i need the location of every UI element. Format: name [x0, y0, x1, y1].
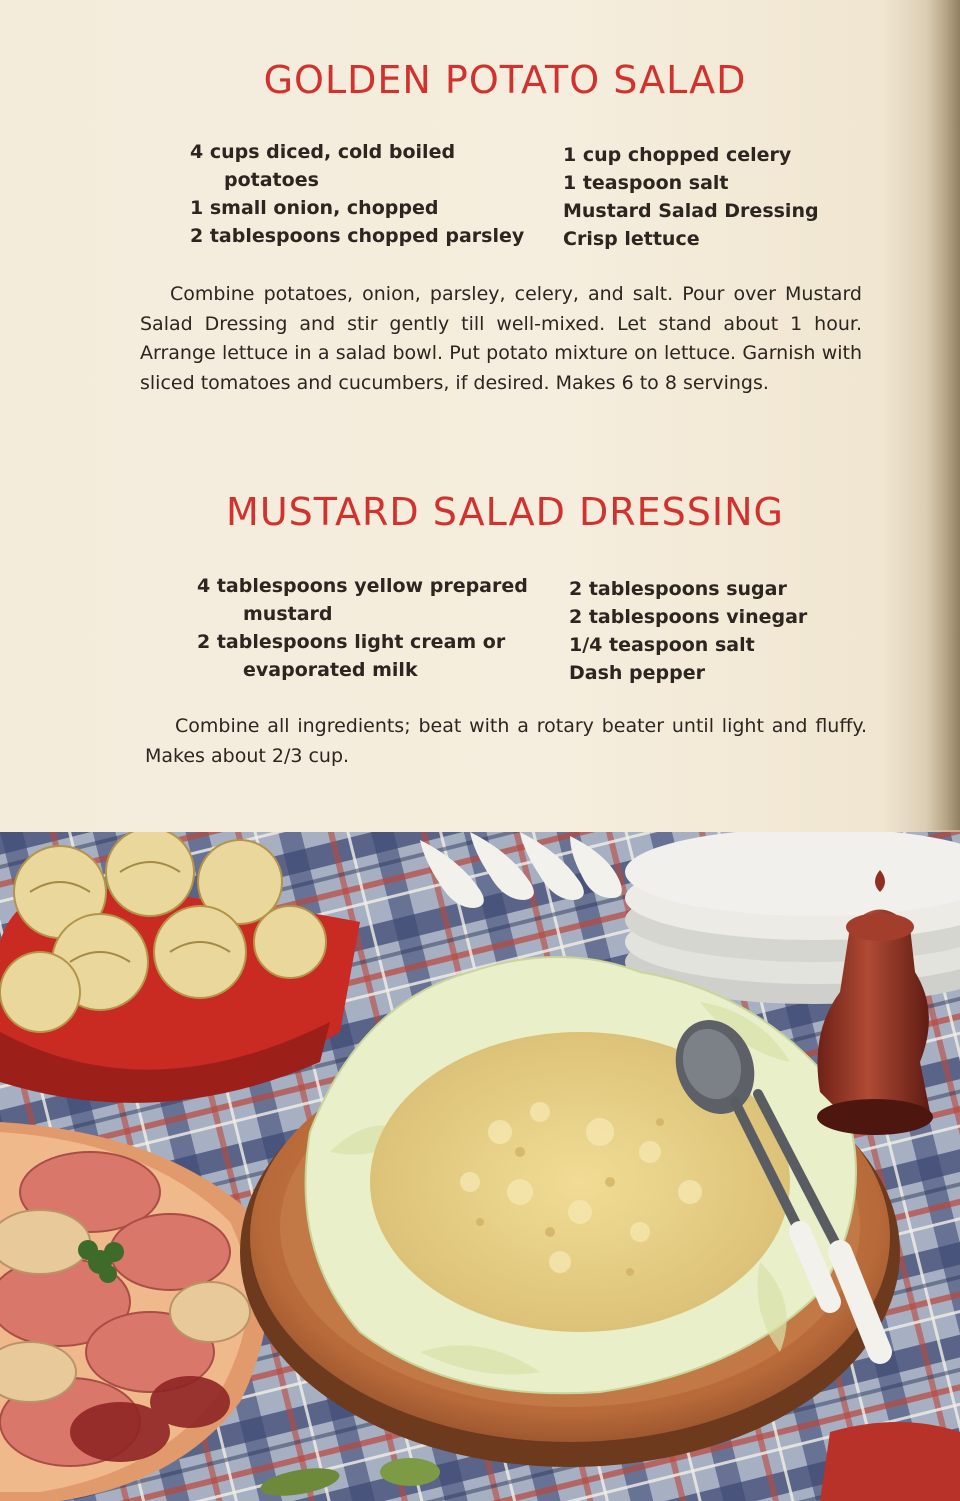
ingredient-item [197, 628, 537, 684]
ingredient-item [197, 572, 537, 628]
recipe-title-golden-potato-salad: GOLDEN POTATO SALAD [263, 58, 747, 102]
ingredient-text-continued: potatoes [224, 169, 319, 191]
ingredient-text: 1 small onion, chopped [190, 197, 439, 219]
ingredient-item [190, 138, 530, 194]
ingredient-item: 1 teaspoon salt [563, 172, 729, 194]
ingredient-item: 1/4 teaspoon salt [569, 634, 755, 656]
ingredients-right-column [569, 575, 869, 687]
ingredients-right-column [563, 141, 863, 253]
food-photo-illustration [0, 832, 960, 1501]
ingredient-item: Mustard Salad Dressing [563, 200, 819, 222]
recipe-method: Combine potatoes, onion, parsley, celery, and salt. Pour over Mustard Salad Dressing and stir gently till well-mixed. Let stand about 1 hour. Arrange lettuce in a salad bowl. Put potato mixture on lettuce. Garnish with sliced tomatoes and cucumbers, if desired. Makes 6 to 8 servings. [140, 283, 862, 394]
ingredient-text-continued: mustard [243, 603, 333, 625]
ingredient-item: 2 tablespoons sugar [569, 578, 787, 600]
ingredient-item [190, 194, 530, 222]
recipe-title-mustard-salad-dressing: MUSTARD SALAD DRESSING [226, 490, 784, 534]
ingredient-text-continued: evaporated milk [243, 659, 418, 681]
ingredient-item [190, 222, 530, 250]
ingredients-left-column [197, 572, 537, 684]
red-napkin [820, 1422, 960, 1501]
food-photo [0, 832, 960, 1501]
recipe-method: Combine all ingredients; beat with a rotary beater until light and fluffy. Makes about 2/3 cup. [145, 715, 867, 767]
ingredients-left-column [190, 138, 530, 250]
ingredient-text: 4 tablespoons yellow prepared [197, 575, 528, 597]
ingredient-item: Dash pepper [569, 662, 705, 684]
ingredient-text: 4 cups diced, cold boiled [190, 141, 456, 163]
ingredient-item: Crisp lettuce [563, 228, 700, 250]
page-binding-shadow [926, 0, 960, 830]
ingredient-item: 2 tablespoons vinegar [569, 606, 808, 628]
ingredient-text: 2 tablespoons light cream or [197, 631, 506, 653]
ingredient-text: 2 tablespoons chopped parsley [190, 225, 525, 247]
ingredient-item: 1 cup chopped celery [563, 144, 792, 166]
